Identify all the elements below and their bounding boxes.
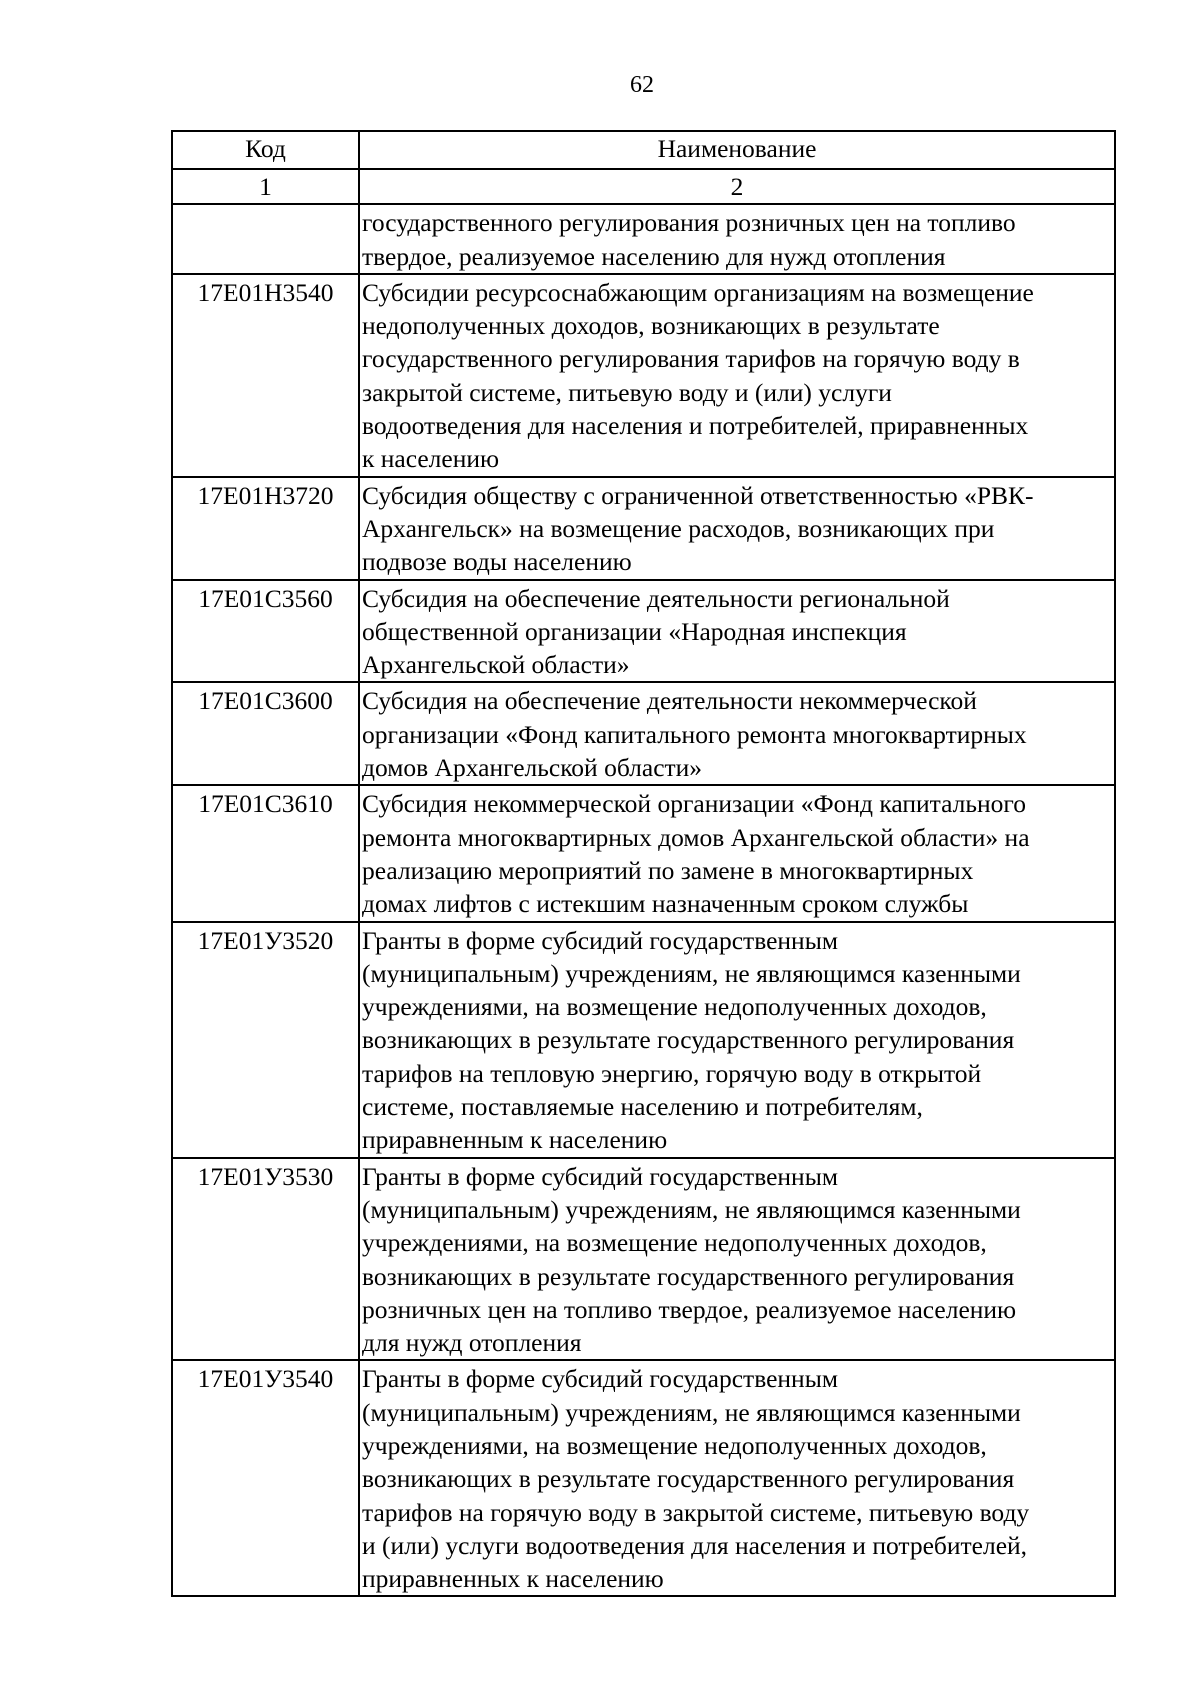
column-number-2: 2 bbox=[359, 169, 1115, 204]
row-name-line: Субсидия на обеспечение деятельности некоммерческой bbox=[362, 686, 977, 716]
row-name-line: к населению bbox=[362, 444, 500, 474]
row-name bbox=[359, 204, 1115, 274]
row-name-line: Субсидия обществу с ограниченной ответственностью «РВК- bbox=[362, 480, 1034, 510]
table-row bbox=[172, 477, 1115, 580]
row-name-line: Субсидия на обеспечение деятельности региональной bbox=[362, 583, 950, 613]
row-name bbox=[359, 274, 1115, 477]
row-name-line: возникающих в результате государственного регулирования bbox=[362, 1261, 1015, 1291]
column-header-name: Наименование bbox=[359, 131, 1115, 169]
row-name-line: приравненных к населению bbox=[362, 1564, 664, 1594]
table-row bbox=[172, 580, 1115, 683]
row-name-line: розничных цен на топливо твердое, реализуемое населению bbox=[362, 1294, 1017, 1324]
row-code: 17Е01С3600 bbox=[172, 682, 359, 785]
row-name-line: учреждениями, на возмещение недополученных доходов, bbox=[362, 1228, 987, 1258]
row-name-line: системе, поставляемые населению и потребителям, bbox=[362, 1092, 923, 1122]
row-name-line: тарифов на тепловую энергию, горячую воду в открытой bbox=[362, 1058, 982, 1088]
row-code: 17Е01С3560 bbox=[172, 580, 359, 683]
column-header-code: Код bbox=[172, 131, 359, 169]
row-name-line: Субсидии ресурсоснабжающим организациям на возмещение bbox=[362, 277, 1034, 307]
row-code: 17Е01Н3720 bbox=[172, 477, 359, 580]
column-number-1: 1 bbox=[172, 169, 359, 204]
page-number: 62 bbox=[630, 72, 654, 98]
row-name-line: Архангельск» на возмещение расходов, возникающих при bbox=[362, 513, 995, 543]
row-name-line: приравненным к населению bbox=[362, 1125, 668, 1155]
row-name-line: подвозе воды населению bbox=[362, 547, 632, 577]
row-name-line: и (или) услуги водоотведения для населения и потребителей, bbox=[362, 1530, 1028, 1560]
row-name bbox=[359, 682, 1115, 785]
row-name bbox=[359, 1360, 1115, 1596]
row-name-line: общественной организации «Народная инспекция bbox=[362, 616, 907, 646]
row-name-line: (муниципальным) учреждениям, не являющимся казенными bbox=[362, 1194, 1021, 1224]
row-code: 17Е01Н3540 bbox=[172, 274, 359, 477]
row-name-line: водоотведения для населения и потребителей, приравненных bbox=[362, 411, 1029, 441]
table-row bbox=[172, 922, 1115, 1158]
row-name-line: учреждениями, на возмещение недополученных доходов, bbox=[362, 992, 987, 1022]
row-name-line: недополученных доходов, возникающих в результате bbox=[362, 311, 940, 341]
row-name-line: закрытой системе, питьевую воду и (или) услуги bbox=[362, 377, 892, 407]
code-table bbox=[171, 130, 1116, 1597]
row-name-line: Архангельской области» bbox=[362, 650, 630, 680]
row-name bbox=[359, 477, 1115, 580]
table-body bbox=[172, 204, 1115, 1596]
row-code bbox=[172, 204, 359, 274]
row-name-line: Субсидия некоммерческой организации «Фонд капитального bbox=[362, 789, 1026, 819]
row-name bbox=[359, 785, 1115, 921]
table-header-row bbox=[172, 131, 1115, 169]
table-row bbox=[172, 1158, 1115, 1361]
row-name-line: (муниципальным) учреждениям, не являющимся казенными bbox=[362, 1397, 1021, 1427]
row-name-line: возникающих в результате государственного регулирования bbox=[362, 1025, 1015, 1055]
table-row bbox=[172, 274, 1115, 477]
row-name bbox=[359, 922, 1115, 1158]
row-name-line: Гранты в форме субсидий государственным bbox=[362, 1364, 838, 1394]
row-name-line: ремонта многоквартирных домов Архангельской области» на bbox=[362, 822, 1030, 852]
column-number-row bbox=[172, 169, 1115, 204]
row-name bbox=[359, 1158, 1115, 1361]
row-name-line: государственного регулирования тарифов на горячую воду в bbox=[362, 344, 1020, 374]
row-code: 17Е01У3530 bbox=[172, 1158, 359, 1361]
row-name-line: домах лифтов с истекшим назначенным сроком службы bbox=[362, 889, 969, 919]
table-row bbox=[172, 682, 1115, 785]
row-name-line: учреждениями, на возмещение недополученных доходов, bbox=[362, 1430, 987, 1460]
row-name-line: домов Архангельской области» bbox=[362, 753, 703, 783]
row-code: 17Е01С3610 bbox=[172, 785, 359, 921]
row-name bbox=[359, 580, 1115, 683]
row-code: 17Е01У3540 bbox=[172, 1360, 359, 1596]
row-code: 17Е01У3520 bbox=[172, 922, 359, 1158]
row-name-line: (муниципальным) учреждениям, не являющимся казенными bbox=[362, 958, 1021, 988]
table-row bbox=[172, 204, 1115, 274]
table-row bbox=[172, 785, 1115, 921]
row-name-line: Гранты в форме субсидий государственным bbox=[362, 925, 838, 955]
row-name-line: для нужд отопления bbox=[362, 1328, 582, 1358]
table-row bbox=[172, 1360, 1115, 1596]
row-name-line: Гранты в форме субсидий государственным bbox=[362, 1161, 838, 1191]
row-name-line: возникающих в результате государственного регулирования bbox=[362, 1464, 1015, 1494]
row-name-line: реализацию мероприятий по замене в многоквартирных bbox=[362, 855, 974, 885]
row-name-line: тарифов на горячую воду в закрытой системе, питьевую воду bbox=[362, 1497, 1030, 1527]
row-name-line: организации «Фонд капитального ремонта многоквартирных bbox=[362, 719, 1027, 749]
row-name-line: твердое, реализуемое населению для нужд отопления bbox=[362, 241, 946, 271]
row-name-line: государственного регулирования розничных цен на топливо bbox=[362, 208, 1016, 238]
